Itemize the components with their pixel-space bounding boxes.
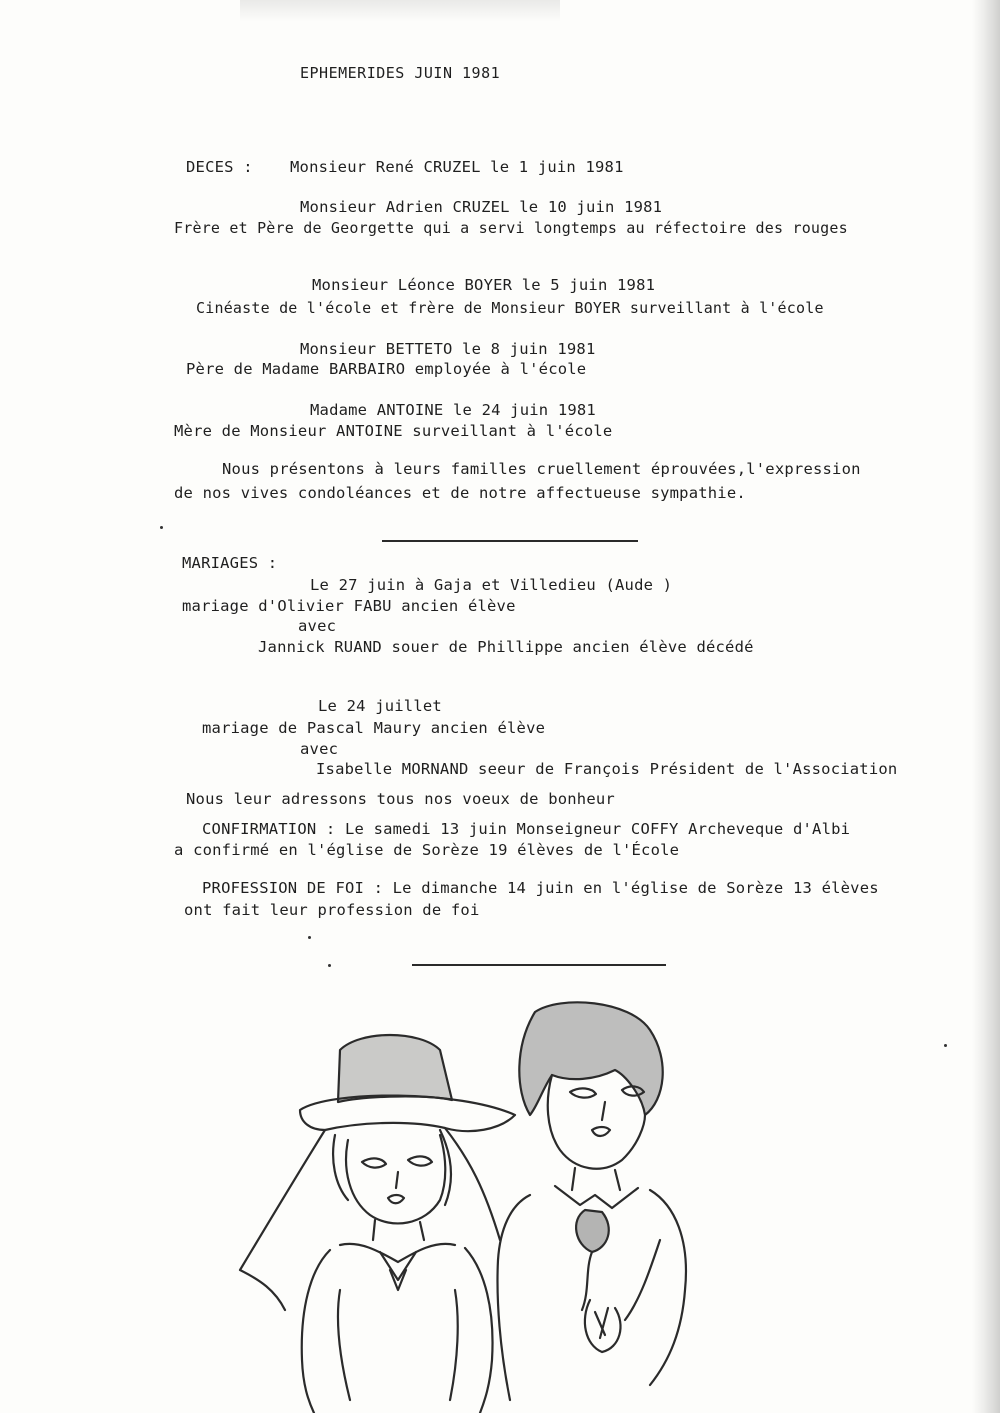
mariage-2-avec: avec [300,740,339,758]
deces-entry-4-desc: Père de Madame BARBAIRO employée à l'école [186,360,587,378]
profession-line-2: ont fait leur profession de foi [184,901,480,919]
page-top-shadow [240,0,560,22]
section-divider [382,540,638,542]
mariage-2-groom: mariage de Pascal Maury ancien élève [202,719,546,737]
mariage-1-groom: mariage d'Olivier FABU ancien élève [182,597,516,615]
profession-line-1: PROFESSION DE FOI : Le dimanche 14 juin en l'église de Sorèze 13 élèves [202,879,879,897]
mariage-1-avec: avec [298,617,337,635]
mariage-2-date: Le 24 juillet [318,697,442,715]
deces-entry-3-name: Monsieur Léonce BOYER le 5 juin 1981 [312,276,656,294]
condolences-line-1: Nous présentons à leurs familles cruellement éprouvées,l'expression [222,460,861,478]
wishes-line: Nous leur adressons tous nos voeux de bonheur [186,790,615,808]
page-edge-shadow [972,0,1000,1413]
mariage-1-date: Le 27 juin à Gaja et Villedieu (Aude ) [310,576,673,594]
mariage-1-bride: Jannick RUAND souer de Phillippe ancien élève décédé [258,638,754,656]
wedding-couple-illustration [230,990,730,1413]
deces-entry-1: Monsieur René CRUZEL le 1 juin 1981 [290,158,624,176]
ink-speck [328,964,331,967]
mariage-2-bride: Isabelle MORNAND seeur de François Président de l'Association [316,760,898,778]
deces-label: DECES : [186,158,253,176]
deces-entry-2-name: Monsieur Adrien CRUZEL le 10 juin 1981 [300,198,663,216]
confirmation-line-2: a confirmé en l'église de Sorèze 19 élèves de l'École [174,841,680,859]
deces-entry-4-name: Monsieur BETTETO le 8 juin 1981 [300,340,596,358]
confirmation-line-1: CONFIRMATION : Le samedi 13 juin Monseigneur COFFY Archeveque d'Albi [202,820,851,838]
deces-entry-5-name: Madame ANTOINE le 24 juin 1981 [310,401,596,419]
deces-entry-5-desc: Mère de Monsieur ANTOINE surveillant à l'école [174,422,613,440]
condolences-line-2: de nos vives condoléances et de notre affectueuse sympathie. [174,484,746,502]
page-title: EPHEMERIDES JUIN 1981 [300,64,501,82]
deces-entry-3-desc: Cinéaste de l'école et frère de Monsieur BOYER surveillant à l'école [196,299,824,317]
section-divider [412,964,666,966]
ink-speck [308,936,311,939]
ink-speck [944,1044,947,1047]
mariages-label: MARIAGES : [182,554,278,572]
ink-speck [160,526,163,529]
deces-entry-2-desc: Frère et Père de Georgette qui a servi longtemps au réfectoire des rouges [174,219,848,237]
